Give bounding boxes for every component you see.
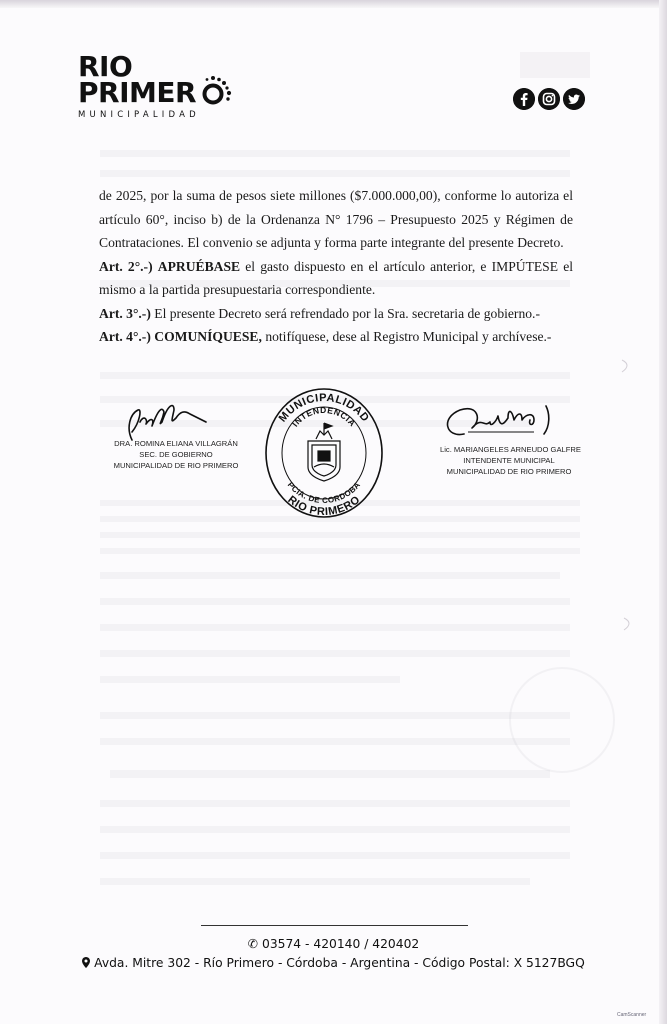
article-3	[99, 302, 573, 326]
article-4-text: notifíquese, dese al Registro Municipal y archívese.-	[265, 329, 552, 344]
footer-phone-text: 03574 - 420140 / 420402	[262, 937, 420, 951]
article-2	[99, 255, 573, 302]
footer-divider	[201, 925, 468, 926]
logo-line-primero	[78, 76, 235, 109]
seal-bottom-text-2: RIO PRIMERO	[285, 493, 363, 519]
seal-inner-text: INTENDENCIA	[289, 404, 358, 429]
article-4	[99, 325, 573, 349]
seal-top-text: MUNICIPALIDAD	[276, 391, 372, 425]
phone-icon: ✆	[247, 937, 259, 951]
article-2-keyword: APRUÉBASE	[157, 258, 241, 274]
municipal-seal	[262, 383, 386, 523]
facebook-icon	[513, 88, 535, 110]
article-3-label: Art. 3°.-)	[99, 305, 151, 321]
municipal-logo	[78, 50, 235, 120]
right-signer-name: Lic. MARIANGELES ARNEUDO GALFRE	[440, 445, 581, 454]
seal-coat-of-arms-icon	[308, 423, 340, 481]
right-signer-org: MUNICIPALIDAD DE RIO PRIMERO	[446, 467, 572, 476]
logo-line-rio: RIO	[78, 50, 133, 83]
article-2-text: el gasto dispuesto en el artículo anterior, e IMPÚTESE el mismo a la partida presupuestaria correspondiente.	[99, 258, 574, 297]
footer-address	[0, 956, 667, 970]
decree-body	[99, 184, 573, 349]
page-right-edge	[659, 0, 667, 1024]
right-signature-scribble	[438, 398, 578, 448]
left-signer-name: DRA. ROMINA ELIANA VILLAGRÁN	[114, 439, 238, 448]
left-signer-role: SEC. DE GOBIERNO	[139, 450, 213, 459]
footer-address-text: Avda. Mitre 302 - Río Primero - Córdoba - Argentina - Código Postal: X 5127BGQ	[94, 956, 585, 970]
left-signer-org: MUNICIPALIDAD DE RIO PRIMERO	[113, 461, 239, 470]
article-2-label: Art. 2°.-)	[99, 258, 153, 274]
footer-phone	[0, 937, 667, 951]
seal-bottom-text: PCIA. DE CORDOBA	[285, 480, 363, 506]
logo-subtitle: MUNICIPALIDAD	[78, 110, 200, 120]
social-icons	[513, 88, 585, 110]
twitter-icon	[563, 88, 585, 110]
right-signer-role: INTENDENTE MUNICIPAL	[463, 456, 555, 465]
logo-sun-o-icon	[197, 72, 235, 106]
article-4-keyword: COMUNÍQUESE,	[154, 329, 262, 344]
scanner-watermark: CamScanner	[617, 1012, 647, 1018]
location-pin-icon	[82, 957, 90, 968]
logo-text-primer: PRIMER	[78, 76, 197, 109]
article-3-text: El presente Decreto será refrendado por la Sra. secretaria de gobierno.-	[154, 305, 540, 321]
page-top-edge	[0, 0, 667, 8]
instagram-icon	[538, 88, 560, 110]
right-signature-block	[440, 444, 581, 477]
article-4-label: Art. 4°.-)	[99, 329, 151, 344]
paragraph-amount: de 2025, por la suma de pesos siete millones ($7.000.000,00), conforme lo autoriza el artículo 60°, inciso b) de la Ordenanza N° 1796 – Presupuesto 2025 y Régimen de Contrataciones. El convenio se adjunta y forma parte integrante del presente Decreto.	[99, 188, 573, 250]
left-signature-block	[96, 438, 256, 471]
